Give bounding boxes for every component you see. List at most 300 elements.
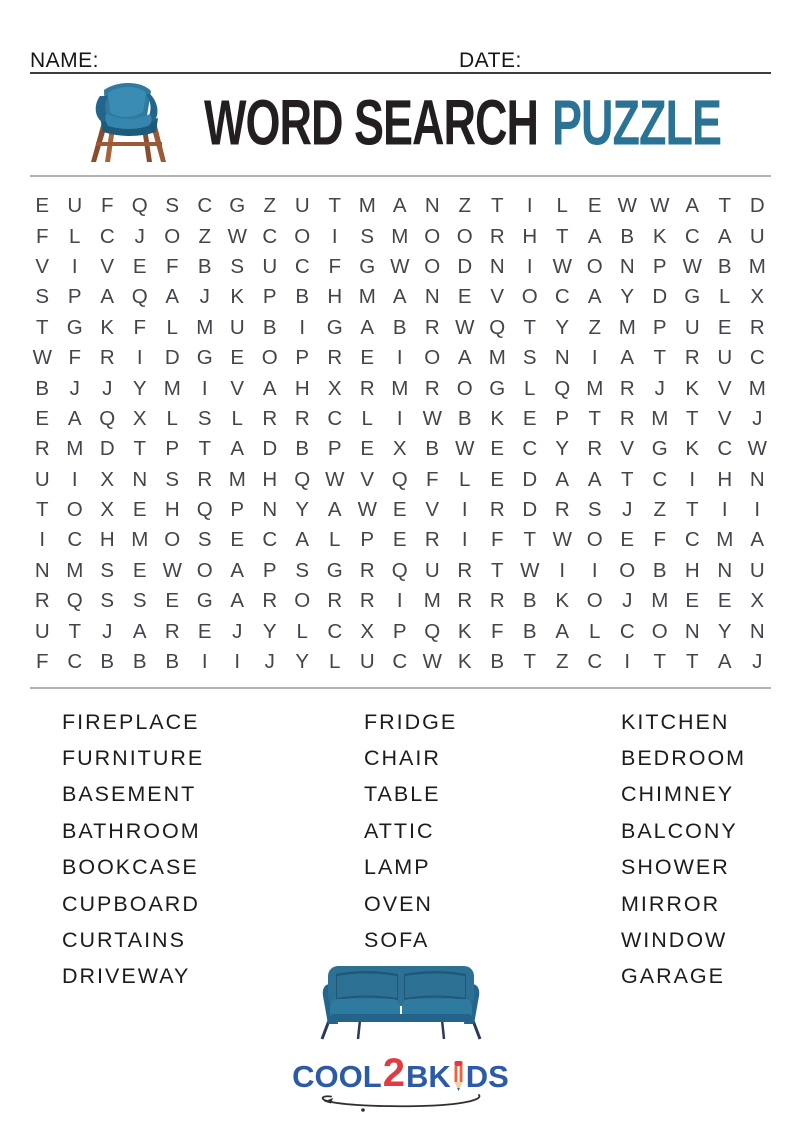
- grid-cell[interactable]: O: [294, 224, 311, 248]
- grid-cell[interactable]: D: [262, 437, 278, 461]
- grid-cell[interactable]: F: [425, 467, 439, 491]
- grid-cell[interactable]: F: [133, 315, 147, 339]
- grid-cell[interactable]: T: [718, 194, 732, 218]
- grid-cell[interactable]: R: [684, 346, 700, 370]
- grid-cell[interactable]: C: [262, 528, 278, 552]
- grid-cell[interactable]: Q: [294, 467, 311, 491]
- grid-cell[interactable]: G: [196, 589, 213, 613]
- grid-cell[interactable]: B: [425, 437, 440, 461]
- grid-cell[interactable]: R: [34, 589, 50, 613]
- grid-cell[interactable]: E: [392, 528, 407, 552]
- grid-cell[interactable]: X: [100, 467, 115, 491]
- grid-cell[interactable]: U: [749, 558, 765, 582]
- grid-cell[interactable]: I: [754, 498, 761, 522]
- grid-cell[interactable]: F: [100, 194, 114, 218]
- grid-cell[interactable]: W: [617, 194, 637, 218]
- grid-cell[interactable]: Q: [131, 194, 148, 218]
- grid-cell[interactable]: P: [262, 285, 277, 309]
- grid-cell[interactable]: C: [717, 437, 733, 461]
- grid-cell[interactable]: M: [196, 315, 214, 339]
- grid-cell[interactable]: W: [390, 254, 410, 278]
- grid-cell[interactable]: L: [459, 467, 471, 491]
- grid-cell[interactable]: G: [229, 194, 246, 218]
- grid-cell[interactable]: K: [457, 619, 472, 643]
- grid-cell[interactable]: M: [228, 467, 246, 491]
- grid-cell[interactable]: A: [392, 194, 407, 218]
- grid-cell[interactable]: F: [68, 346, 82, 370]
- grid-cell[interactable]: P: [360, 528, 375, 552]
- grid-cell[interactable]: P: [165, 437, 180, 461]
- grid-cell[interactable]: C: [587, 650, 603, 674]
- grid-cell[interactable]: T: [490, 194, 504, 218]
- grid-cell[interactable]: F: [328, 254, 342, 278]
- grid-cell[interactable]: R: [619, 406, 635, 430]
- grid-cell[interactable]: T: [523, 650, 537, 674]
- grid-cell[interactable]: A: [67, 406, 82, 430]
- grid-cell[interactable]: S: [587, 498, 602, 522]
- grid-cell[interactable]: A: [230, 558, 245, 582]
- grid-cell[interactable]: M: [391, 224, 409, 248]
- grid-cell[interactable]: E: [360, 437, 375, 461]
- grid-cell[interactable]: C: [392, 650, 408, 674]
- grid-cell[interactable]: U: [717, 346, 733, 370]
- grid-cell[interactable]: I: [396, 406, 403, 430]
- grid-cell[interactable]: G: [326, 558, 343, 582]
- grid-cell[interactable]: W: [552, 254, 572, 278]
- grid-cell[interactable]: X: [750, 285, 765, 309]
- grid-cell[interactable]: Y: [555, 315, 570, 339]
- grid-cell[interactable]: T: [523, 315, 537, 339]
- grid-cell[interactable]: G: [651, 437, 668, 461]
- grid-cell[interactable]: A: [587, 224, 602, 248]
- grid-cell[interactable]: M: [66, 558, 84, 582]
- grid-cell[interactable]: J: [264, 650, 275, 674]
- grid-cell[interactable]: W: [747, 437, 767, 461]
- grid-cell[interactable]: X: [132, 406, 147, 430]
- grid-cell[interactable]: B: [100, 650, 115, 674]
- grid-cell[interactable]: T: [523, 528, 537, 552]
- grid-cell[interactable]: U: [34, 619, 50, 643]
- grid-cell[interactable]: N: [489, 254, 505, 278]
- grid-cell[interactable]: O: [586, 254, 603, 278]
- grid-cell[interactable]: B: [197, 254, 212, 278]
- grid-cell[interactable]: N: [717, 558, 733, 582]
- grid-cell[interactable]: Y: [295, 498, 310, 522]
- grid-cell[interactable]: M: [748, 376, 766, 400]
- grid-cell[interactable]: M: [163, 376, 181, 400]
- grid-cell[interactable]: I: [201, 376, 208, 400]
- grid-cell[interactable]: M: [586, 376, 604, 400]
- grid-cell[interactable]: I: [201, 650, 208, 674]
- grid-cell[interactable]: J: [102, 619, 113, 643]
- grid-cell[interactable]: B: [262, 315, 277, 339]
- grid-cell[interactable]: R: [34, 437, 50, 461]
- grid-cell[interactable]: E: [392, 498, 407, 522]
- grid-cell[interactable]: R: [327, 346, 343, 370]
- grid-cell[interactable]: I: [591, 558, 598, 582]
- grid-cell[interactable]: X: [327, 376, 342, 400]
- grid-cell[interactable]: A: [100, 285, 115, 309]
- grid-cell[interactable]: G: [489, 376, 506, 400]
- grid-cell[interactable]: W: [162, 558, 182, 582]
- grid-cell[interactable]: B: [35, 376, 50, 400]
- grid-cell[interactable]: W: [227, 224, 247, 248]
- grid-cell[interactable]: T: [68, 619, 82, 643]
- grid-cell[interactable]: K: [100, 315, 115, 339]
- grid-cell[interactable]: U: [34, 467, 50, 491]
- grid-cell[interactable]: I: [526, 194, 533, 218]
- grid-cell[interactable]: S: [197, 406, 212, 430]
- grid-cell[interactable]: C: [327, 619, 343, 643]
- grid-cell[interactable]: M: [651, 406, 669, 430]
- grid-cell[interactable]: G: [196, 346, 213, 370]
- grid-cell[interactable]: V: [230, 376, 245, 400]
- grid-cell[interactable]: A: [717, 224, 732, 248]
- grid-cell[interactable]: R: [424, 315, 440, 339]
- grid-cell[interactable]: I: [71, 254, 78, 278]
- grid-cell[interactable]: W: [357, 498, 377, 522]
- grid-cell[interactable]: V: [717, 376, 732, 400]
- grid-cell[interactable]: U: [684, 315, 700, 339]
- grid-cell[interactable]: L: [329, 650, 341, 674]
- grid-cell[interactable]: N: [749, 467, 765, 491]
- grid-cell[interactable]: H: [717, 467, 733, 491]
- grid-cell[interactable]: L: [524, 376, 536, 400]
- grid-cell[interactable]: V: [717, 406, 732, 430]
- grid-cell[interactable]: I: [461, 528, 468, 552]
- grid-cell[interactable]: Q: [99, 406, 116, 430]
- grid-cell[interactable]: E: [490, 467, 505, 491]
- grid-cell[interactable]: M: [358, 194, 376, 218]
- grid-cell[interactable]: R: [587, 437, 603, 461]
- grid-cell[interactable]: T: [685, 650, 699, 674]
- grid-cell[interactable]: A: [392, 285, 407, 309]
- grid-cell[interactable]: S: [295, 558, 310, 582]
- name-date-writing-line[interactable]: [30, 72, 771, 74]
- grid-cell[interactable]: G: [684, 285, 701, 309]
- grid-cell[interactable]: A: [132, 619, 147, 643]
- grid-cell[interactable]: Y: [295, 650, 310, 674]
- grid-cell[interactable]: W: [455, 315, 475, 339]
- grid-cell[interactable]: N: [749, 619, 765, 643]
- grid-cell[interactable]: Q: [131, 285, 148, 309]
- grid-cell[interactable]: T: [555, 224, 569, 248]
- grid-cell[interactable]: Z: [458, 194, 472, 218]
- grid-cell[interactable]: C: [197, 194, 213, 218]
- grid-cell[interactable]: E: [587, 194, 602, 218]
- grid-cell[interactable]: T: [685, 498, 699, 522]
- grid-cell[interactable]: A: [587, 285, 602, 309]
- grid-cell[interactable]: B: [295, 437, 310, 461]
- grid-cell[interactable]: A: [165, 285, 180, 309]
- grid-cell[interactable]: E: [490, 437, 505, 461]
- grid-cell[interactable]: O: [619, 558, 636, 582]
- grid-cell[interactable]: B: [392, 315, 407, 339]
- grid-cell[interactable]: Q: [391, 558, 408, 582]
- grid-cell[interactable]: O: [294, 589, 311, 613]
- grid-cell[interactable]: V: [620, 437, 635, 461]
- grid-cell[interactable]: H: [684, 558, 700, 582]
- grid-cell[interactable]: A: [230, 437, 245, 461]
- grid-cell[interactable]: P: [230, 498, 245, 522]
- grid-cell[interactable]: O: [586, 528, 603, 552]
- grid-cell[interactable]: O: [424, 254, 441, 278]
- grid-cell[interactable]: A: [360, 315, 375, 339]
- grid-cell[interactable]: B: [522, 589, 537, 613]
- grid-cell[interactable]: S: [230, 254, 245, 278]
- grid-cell[interactable]: B: [132, 650, 147, 674]
- grid-cell[interactable]: T: [588, 406, 602, 430]
- grid-cell[interactable]: H: [327, 285, 343, 309]
- grid-cell[interactable]: P: [327, 437, 342, 461]
- grid-cell[interactable]: E: [717, 315, 732, 339]
- grid-cell[interactable]: N: [424, 285, 440, 309]
- grid-cell[interactable]: O: [521, 285, 538, 309]
- grid-cell[interactable]: W: [682, 254, 702, 278]
- grid-cell[interactable]: X: [750, 589, 765, 613]
- grid-cell[interactable]: Q: [489, 315, 506, 339]
- grid-cell[interactable]: V: [490, 285, 505, 309]
- grid-cell[interactable]: I: [234, 650, 241, 674]
- grid-cell[interactable]: M: [358, 285, 376, 309]
- grid-cell[interactable]: N: [34, 558, 50, 582]
- grid-cell[interactable]: F: [35, 224, 49, 248]
- grid-cell[interactable]: U: [67, 194, 83, 218]
- grid-cell[interactable]: R: [197, 467, 213, 491]
- grid-cell[interactable]: I: [299, 315, 306, 339]
- grid-cell[interactable]: D: [652, 285, 668, 309]
- grid-cell[interactable]: R: [327, 589, 343, 613]
- grid-cell[interactable]: X: [360, 619, 375, 643]
- grid-cell[interactable]: I: [526, 254, 533, 278]
- grid-cell[interactable]: P: [262, 558, 277, 582]
- grid-cell[interactable]: H: [294, 376, 310, 400]
- grid-cell[interactable]: S: [197, 528, 212, 552]
- grid-cell[interactable]: I: [689, 467, 696, 491]
- grid-cell[interactable]: U: [262, 254, 278, 278]
- grid-cell[interactable]: U: [424, 558, 440, 582]
- grid-cell[interactable]: J: [232, 619, 243, 643]
- grid-cell[interactable]: A: [457, 346, 472, 370]
- grid-cell[interactable]: T: [620, 467, 634, 491]
- grid-cell[interactable]: C: [294, 254, 310, 278]
- grid-cell[interactable]: D: [522, 467, 538, 491]
- grid-cell[interactable]: M: [618, 315, 636, 339]
- grid-cell[interactable]: D: [457, 254, 473, 278]
- grid-cell[interactable]: D: [164, 346, 180, 370]
- grid-cell[interactable]: E: [230, 528, 245, 552]
- grid-cell[interactable]: A: [295, 528, 310, 552]
- grid-cell[interactable]: F: [165, 254, 179, 278]
- grid-cell[interactable]: B: [165, 650, 180, 674]
- grid-cell[interactable]: A: [262, 376, 277, 400]
- grid-cell[interactable]: H: [262, 467, 278, 491]
- grid-cell[interactable]: N: [262, 498, 278, 522]
- grid-cell[interactable]: C: [684, 224, 700, 248]
- grid-cell[interactable]: I: [39, 528, 46, 552]
- grid-cell[interactable]: Z: [555, 650, 569, 674]
- grid-cell[interactable]: O: [456, 224, 473, 248]
- grid-cell[interactable]: W: [325, 467, 345, 491]
- grid-cell[interactable]: L: [166, 315, 178, 339]
- grid-cell[interactable]: U: [749, 224, 765, 248]
- grid-cell[interactable]: V: [360, 467, 375, 491]
- grid-cell[interactable]: A: [555, 619, 570, 643]
- grid-cell[interactable]: L: [69, 224, 81, 248]
- grid-cell[interactable]: K: [457, 650, 472, 674]
- grid-cell[interactable]: N: [554, 346, 570, 370]
- grid-cell[interactable]: T: [198, 437, 212, 461]
- grid-cell[interactable]: E: [717, 589, 732, 613]
- grid-cell[interactable]: E: [132, 254, 147, 278]
- grid-cell[interactable]: J: [134, 224, 145, 248]
- grid-cell[interactable]: N: [619, 254, 635, 278]
- grid-cell[interactable]: B: [717, 254, 732, 278]
- grid-cell[interactable]: J: [69, 376, 80, 400]
- grid-cell[interactable]: X: [100, 498, 115, 522]
- grid-cell[interactable]: R: [262, 589, 278, 613]
- grid-cell[interactable]: S: [522, 346, 537, 370]
- grid-cell[interactable]: L: [589, 619, 601, 643]
- grid-cell[interactable]: V: [35, 254, 50, 278]
- grid-cell[interactable]: K: [490, 406, 505, 430]
- grid-cell[interactable]: U: [359, 650, 375, 674]
- grid-cell[interactable]: R: [554, 498, 570, 522]
- grid-cell[interactable]: H: [99, 528, 115, 552]
- grid-cell[interactable]: A: [717, 650, 732, 674]
- grid-cell[interactable]: L: [231, 406, 243, 430]
- grid-cell[interactable]: O: [196, 558, 213, 582]
- grid-cell[interactable]: R: [359, 589, 375, 613]
- grid-cell[interactable]: Y: [620, 285, 635, 309]
- grid-cell[interactable]: Z: [588, 315, 602, 339]
- grid-cell[interactable]: R: [457, 558, 473, 582]
- grid-cell[interactable]: R: [424, 528, 440, 552]
- grid-cell[interactable]: N: [684, 619, 700, 643]
- grid-cell[interactable]: C: [67, 650, 83, 674]
- grid-cell[interactable]: B: [620, 224, 635, 248]
- grid-cell[interactable]: B: [652, 558, 667, 582]
- grid-cell[interactable]: U: [294, 194, 310, 218]
- grid-cell[interactable]: J: [622, 589, 633, 613]
- grid-cell[interactable]: Z: [653, 498, 667, 522]
- grid-cell[interactable]: R: [749, 315, 765, 339]
- grid-cell[interactable]: R: [294, 406, 310, 430]
- grid-cell[interactable]: I: [721, 498, 728, 522]
- grid-cell[interactable]: O: [424, 346, 441, 370]
- grid-cell[interactable]: K: [685, 437, 700, 461]
- grid-cell[interactable]: K: [685, 376, 700, 400]
- grid-cell[interactable]: S: [165, 467, 180, 491]
- grid-cell[interactable]: Y: [555, 437, 570, 461]
- grid-cell[interactable]: A: [230, 589, 245, 613]
- grid-cell[interactable]: B: [295, 285, 310, 309]
- grid-cell[interactable]: E: [360, 346, 375, 370]
- grid-cell[interactable]: E: [197, 619, 212, 643]
- grid-cell[interactable]: L: [361, 406, 373, 430]
- grid-cell[interactable]: E: [35, 194, 50, 218]
- grid-cell[interactable]: L: [296, 619, 308, 643]
- grid-cell[interactable]: T: [490, 558, 504, 582]
- grid-cell[interactable]: L: [166, 406, 178, 430]
- grid-cell[interactable]: R: [489, 589, 505, 613]
- grid-cell[interactable]: T: [35, 315, 49, 339]
- grid-cell[interactable]: C: [262, 224, 278, 248]
- grid-cell[interactable]: K: [555, 589, 570, 613]
- grid-cell[interactable]: J: [752, 650, 763, 674]
- grid-cell[interactable]: Y: [717, 619, 732, 643]
- grid-cell[interactable]: F: [35, 650, 49, 674]
- grid-cell[interactable]: X: [392, 437, 407, 461]
- grid-cell[interactable]: J: [102, 376, 113, 400]
- grid-cell[interactable]: P: [67, 285, 82, 309]
- grid-cell[interactable]: M: [488, 346, 506, 370]
- grid-cell[interactable]: S: [165, 194, 180, 218]
- grid-cell[interactable]: U: [229, 315, 245, 339]
- grid-cell[interactable]: M: [66, 437, 84, 461]
- grid-cell[interactable]: I: [624, 650, 631, 674]
- grid-cell[interactable]: I: [331, 224, 338, 248]
- grid-cell[interactable]: E: [685, 589, 700, 613]
- grid-cell[interactable]: W: [422, 406, 442, 430]
- grid-cell[interactable]: E: [620, 528, 635, 552]
- grid-cell[interactable]: C: [522, 437, 538, 461]
- grid-cell[interactable]: N: [424, 194, 440, 218]
- grid-cell[interactable]: A: [327, 498, 342, 522]
- grid-cell[interactable]: D: [99, 437, 115, 461]
- grid-cell[interactable]: W: [520, 558, 540, 582]
- grid-cell[interactable]: G: [359, 254, 376, 278]
- grid-cell[interactable]: D: [749, 194, 765, 218]
- grid-cell[interactable]: Q: [196, 498, 213, 522]
- grid-cell[interactable]: F: [490, 528, 504, 552]
- grid-cell[interactable]: L: [719, 285, 731, 309]
- grid-cell[interactable]: C: [619, 619, 635, 643]
- grid-cell[interactable]: T: [653, 650, 667, 674]
- grid-cell[interactable]: E: [230, 346, 245, 370]
- grid-cell[interactable]: I: [461, 498, 468, 522]
- grid-cell[interactable]: Y: [132, 376, 147, 400]
- grid-cell[interactable]: B: [522, 619, 537, 643]
- grid-cell[interactable]: E: [522, 406, 537, 430]
- grid-cell[interactable]: Z: [263, 194, 277, 218]
- grid-cell[interactable]: S: [35, 285, 50, 309]
- grid-cell[interactable]: J: [752, 406, 763, 430]
- grid-cell[interactable]: I: [559, 558, 566, 582]
- grid-cell[interactable]: I: [396, 346, 403, 370]
- grid-cell[interactable]: I: [71, 467, 78, 491]
- grid-cell[interactable]: I: [591, 346, 598, 370]
- grid-cell[interactable]: Y: [262, 619, 277, 643]
- grid-cell[interactable]: J: [654, 376, 665, 400]
- grid-cell[interactable]: O: [586, 589, 603, 613]
- grid-cell[interactable]: P: [652, 254, 667, 278]
- grid-cell[interactable]: V: [425, 498, 440, 522]
- grid-cell[interactable]: O: [164, 528, 181, 552]
- grid-cell[interactable]: Z: [198, 224, 212, 248]
- grid-cell[interactable]: C: [327, 406, 343, 430]
- grid-cell[interactable]: Q: [66, 589, 83, 613]
- grid-cell[interactable]: O: [456, 376, 473, 400]
- grid-cell[interactable]: O: [66, 498, 83, 522]
- grid-cell[interactable]: R: [164, 619, 180, 643]
- grid-cell[interactable]: W: [422, 650, 442, 674]
- grid-cell[interactable]: C: [67, 528, 83, 552]
- grid-cell[interactable]: W: [650, 194, 670, 218]
- grid-cell[interactable]: E: [35, 406, 50, 430]
- grid-cell[interactable]: S: [100, 558, 115, 582]
- grid-cell[interactable]: B: [490, 650, 505, 674]
